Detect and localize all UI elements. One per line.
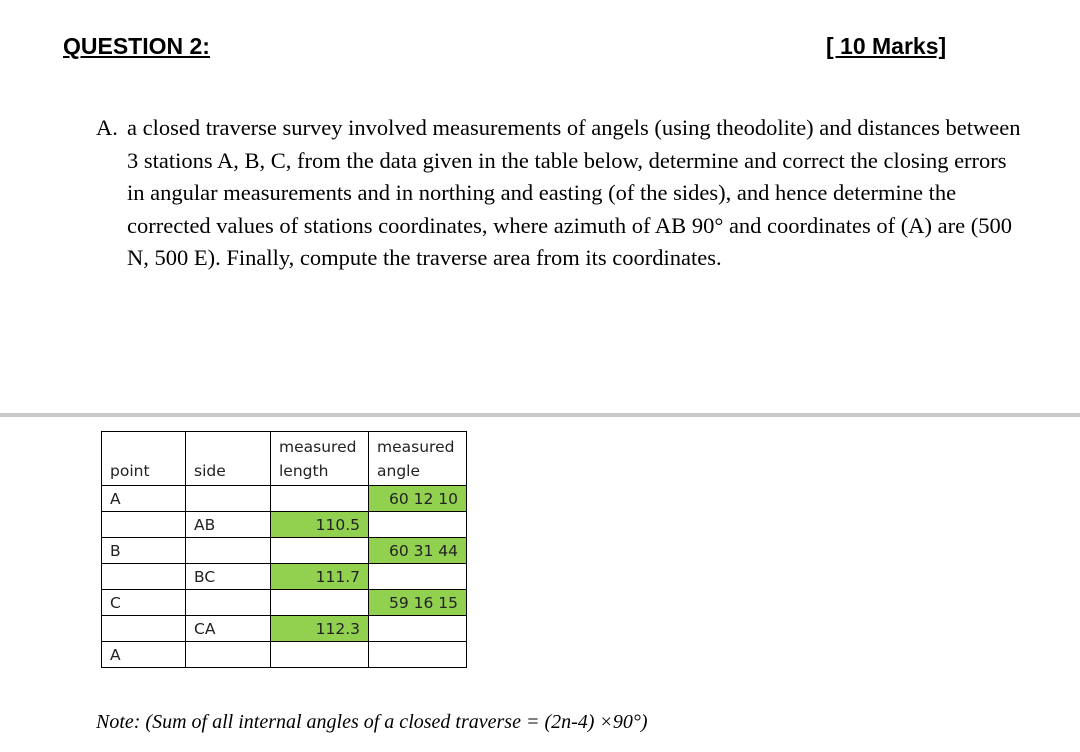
- question-title: QUESTION 2:: [63, 33, 210, 59]
- cell-angle: 59 16 15: [369, 590, 467, 616]
- cell-length: 110.5: [271, 512, 369, 538]
- cell-side: AB: [186, 512, 271, 538]
- table-row: [102, 642, 467, 668]
- table-row: [102, 590, 467, 616]
- header-side-label: side: [194, 462, 226, 480]
- cell-point: [102, 564, 186, 590]
- table-row: [102, 616, 467, 642]
- cell-side: BC: [186, 564, 271, 590]
- cell-angle: 60 31 44: [369, 538, 467, 564]
- cell-angle: [369, 616, 467, 642]
- cell-length: 111.7: [271, 564, 369, 590]
- cell-side: CA: [186, 616, 271, 642]
- header-side: [186, 432, 271, 486]
- cell-side: [186, 642, 271, 668]
- cell-point: B: [102, 538, 186, 564]
- part-a-paragraph: [96, 112, 1026, 275]
- table-row: [102, 486, 467, 512]
- header-angle-line1: measured: [377, 438, 455, 456]
- cell-point: [102, 616, 186, 642]
- table-row: [102, 538, 467, 564]
- table-row: [102, 512, 467, 538]
- cell-length: 112.3: [271, 616, 369, 642]
- table-header-row: [102, 432, 467, 486]
- cell-point: C: [102, 590, 186, 616]
- marks-label: [ 10 Marks]: [826, 33, 947, 59]
- cell-length: [271, 590, 369, 616]
- header-length-line1: measured: [279, 438, 357, 456]
- cell-angle: [369, 642, 467, 668]
- cell-side: [186, 590, 271, 616]
- header-point: [102, 432, 186, 486]
- cell-length: [271, 538, 369, 564]
- cell-angle: [369, 512, 467, 538]
- header-measured-length: [271, 432, 369, 486]
- cell-side: [186, 486, 271, 512]
- cell-side: [186, 538, 271, 564]
- cell-point: A: [102, 642, 186, 668]
- header-angle-line2: angle: [377, 462, 421, 480]
- cell-angle: 60 12 10: [369, 486, 467, 512]
- note-text: Note: (Sum of all internal angles of a closed traverse = (2n-4) ×90°): [96, 711, 648, 733]
- cell-length: [271, 642, 369, 668]
- part-a-label: A.: [96, 115, 118, 140]
- header-measured-angle: [369, 432, 467, 486]
- cell-point: [102, 512, 186, 538]
- cell-angle: [369, 564, 467, 590]
- table-row: [102, 564, 467, 590]
- survey-data-table: [101, 431, 467, 668]
- section-divider: [0, 413, 1080, 417]
- cell-point: A: [102, 486, 186, 512]
- header-point-label: point: [110, 462, 150, 480]
- cell-length: [271, 486, 369, 512]
- header-length-line2: length: [279, 462, 329, 480]
- part-a-text: a closed traverse survey involved measurements of angels (using theodolite) and distances between 3 stations A, B, C, from the data given in the table below, determine and correct the closing errors in angular measurements and in northing and easting (of the sides), and hence determine the corrected values of stations coordinates, where azimuth of AB 90° and coordinates of (A) are (500 N, 500 E). Finally, compute the traverse area from its coordinates.: [127, 115, 1021, 271]
